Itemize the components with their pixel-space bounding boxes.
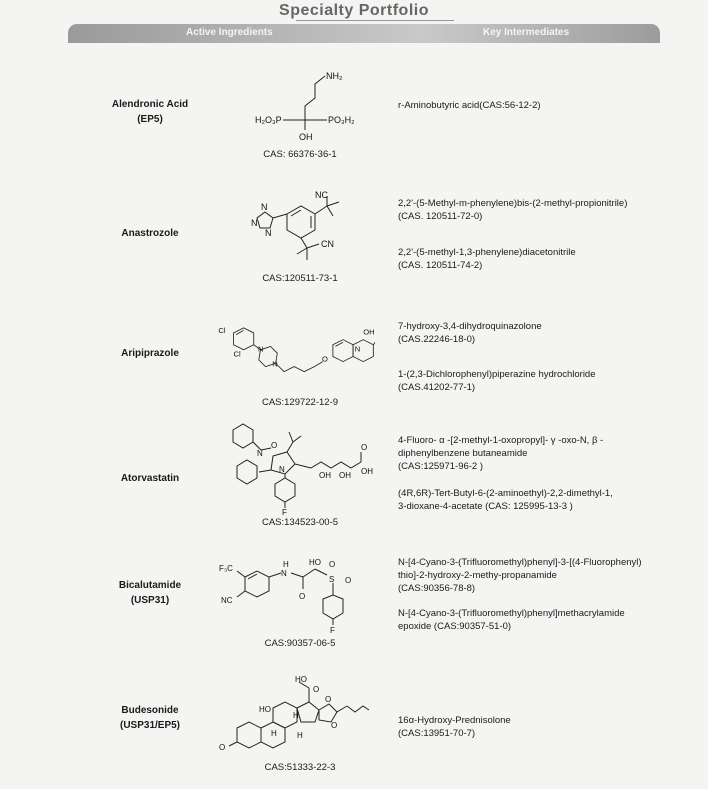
intermediate-item: 1-(2,3-Dichlorophenyl)piperazine hydrochloride (CAS.41202-77-1) [398, 369, 596, 393]
anastrozole-structure [215, 186, 375, 266]
column-header-active-ingredients: Active Ingredients [186, 27, 273, 38]
svg-text:OH: OH [363, 327, 375, 337]
intermediate-item: 4-Fluoro- α -[2-methyl-1-oxopropyl]- γ -oxo-N, β - diphenylbenzene butaneamide (CAS:125971-96-2 ) [398, 435, 604, 472]
intermediate-item: 2,2'-(5-Methyl-m-phenylene)bis-(2-methyl-propionitrile) (CAS. 120511-72-0) [398, 198, 628, 222]
intermediate-item: N-[4-Cyano-3-(Trifluoromethyl)phenyl]-3-[(4-Fluorophenyl) thio]-2-hydroxy-2-methy-propanamide (CAS:90356-78-8) [398, 557, 642, 594]
bicalutamide-structure [215, 555, 375, 637]
product-name: Bicalutamide (USP31) [118, 580, 182, 606]
svg-text:H: H [297, 731, 303, 740]
svg-text:PO₃H₂: PO₃H₂ [328, 115, 355, 125]
svg-text:O: O [325, 695, 332, 704]
product-name: Anastrozole [121, 228, 179, 239]
intermediate-list [398, 320, 698, 394]
svg-text:N: N [261, 202, 268, 212]
svg-text:O: O [219, 743, 226, 752]
intermediate-item: 7-hydroxy-3,4-dihydroquinazolone (CAS.22246-18-0) [398, 321, 542, 345]
svg-text:H₂O₃P: H₂O₃P [255, 115, 282, 125]
svg-text:N: N [257, 449, 263, 458]
svg-text:HO: HO [259, 705, 271, 714]
page-title: Specialty Portfolio [279, 2, 429, 19]
svg-text:HO: HO [309, 558, 321, 567]
product-cas: CAS:120511-73-1 [262, 273, 338, 284]
intermediate-list [398, 434, 698, 513]
svg-text:Cl: Cl [218, 325, 226, 335]
intermediate-list [398, 197, 698, 272]
svg-text:N: N [265, 228, 272, 238]
svg-text:O: O [313, 685, 320, 694]
svg-text:O: O [299, 592, 306, 601]
intermediate-item: 16α-Hydroxy-Prednisolone (CAS:13951-70-7) [398, 715, 511, 739]
svg-text:OH: OH [319, 471, 331, 480]
svg-text:N: N [272, 359, 278, 369]
intermediate-item: r-Aminobutyric acid(CAS:56-12-2) [398, 100, 541, 111]
svg-text:N: N [354, 344, 361, 354]
intermediate-item: (4R,6R)-Tert-Butyl-6-(2-aminoethyl)-2,2-dimethyl-1, 3-dioxane-4-acetate (CAS: 125995-13-3 ) [398, 488, 613, 512]
svg-text:NC: NC [315, 190, 328, 200]
svg-text:NH₂: NH₂ [326, 71, 343, 81]
budesonide-structure [215, 672, 375, 758]
svg-text:N: N [257, 344, 264, 354]
product-name: Budesonide (USP31/EP5) [119, 705, 181, 731]
svg-text:Cl: Cl [233, 349, 241, 359]
svg-text:OH: OH [361, 467, 373, 476]
intermediate-list [398, 556, 698, 633]
product-name: Aripiprazole [121, 348, 179, 359]
svg-text:CN: CN [321, 239, 334, 249]
intermediate-list [398, 99, 698, 112]
svg-text:H: H [293, 711, 299, 720]
svg-text:O: O [331, 721, 338, 730]
product-name: Atorvastatin [120, 473, 180, 484]
svg-text:F: F [330, 626, 335, 635]
svg-text:HO: HO [295, 675, 307, 684]
table-header [68, 24, 660, 43]
svg-text:H: H [271, 729, 277, 738]
intermediate-item: N-[4-Cyano-3-(Trifluoromethyl)phenyl]methacrylamide epoxide (CAS:90357-51-0) [398, 608, 625, 632]
svg-text:N: N [251, 218, 258, 228]
intermediate-item: 2,2'-(5-methyl-1,3-phenylene)diacetonitrile (CAS. 120511-74-2) [398, 247, 576, 271]
product-cas: CAS:51333-22-3 [264, 762, 336, 773]
product-name: Alendronic Acid (EP5) [111, 99, 189, 125]
atorvastatin-structure [215, 420, 375, 516]
svg-text:O: O [329, 560, 336, 569]
product-cas: CAS:90357-06-5 [264, 638, 336, 649]
aripiprazole-structure [215, 315, 375, 393]
svg-text:O: O [271, 441, 278, 450]
svg-text:N: N [281, 569, 287, 578]
svg-text:N: N [279, 465, 285, 474]
svg-text:S: S [329, 575, 335, 584]
svg-text:OH: OH [339, 471, 351, 480]
svg-text:O: O [361, 443, 368, 452]
svg-text:F₃C: F₃C [219, 564, 233, 573]
intermediate-list [398, 714, 698, 740]
svg-text:OH: OH [299, 132, 313, 142]
column-header-key-intermediates: Key Intermediates [483, 27, 570, 38]
svg-text:F: F [282, 508, 287, 516]
product-cas: CAS:129722-12-9 [261, 397, 339, 408]
product-cas: CAS:134523-00-5 [261, 517, 339, 528]
alendronic-acid-structure [215, 62, 375, 146]
product-cas: CAS: 66376-36-1 [263, 149, 337, 160]
title-underline [296, 20, 454, 21]
svg-text:H: H [283, 560, 289, 569]
svg-text:NC: NC [221, 596, 233, 605]
svg-text:O: O [321, 354, 328, 364]
svg-text:O: O [345, 576, 352, 585]
